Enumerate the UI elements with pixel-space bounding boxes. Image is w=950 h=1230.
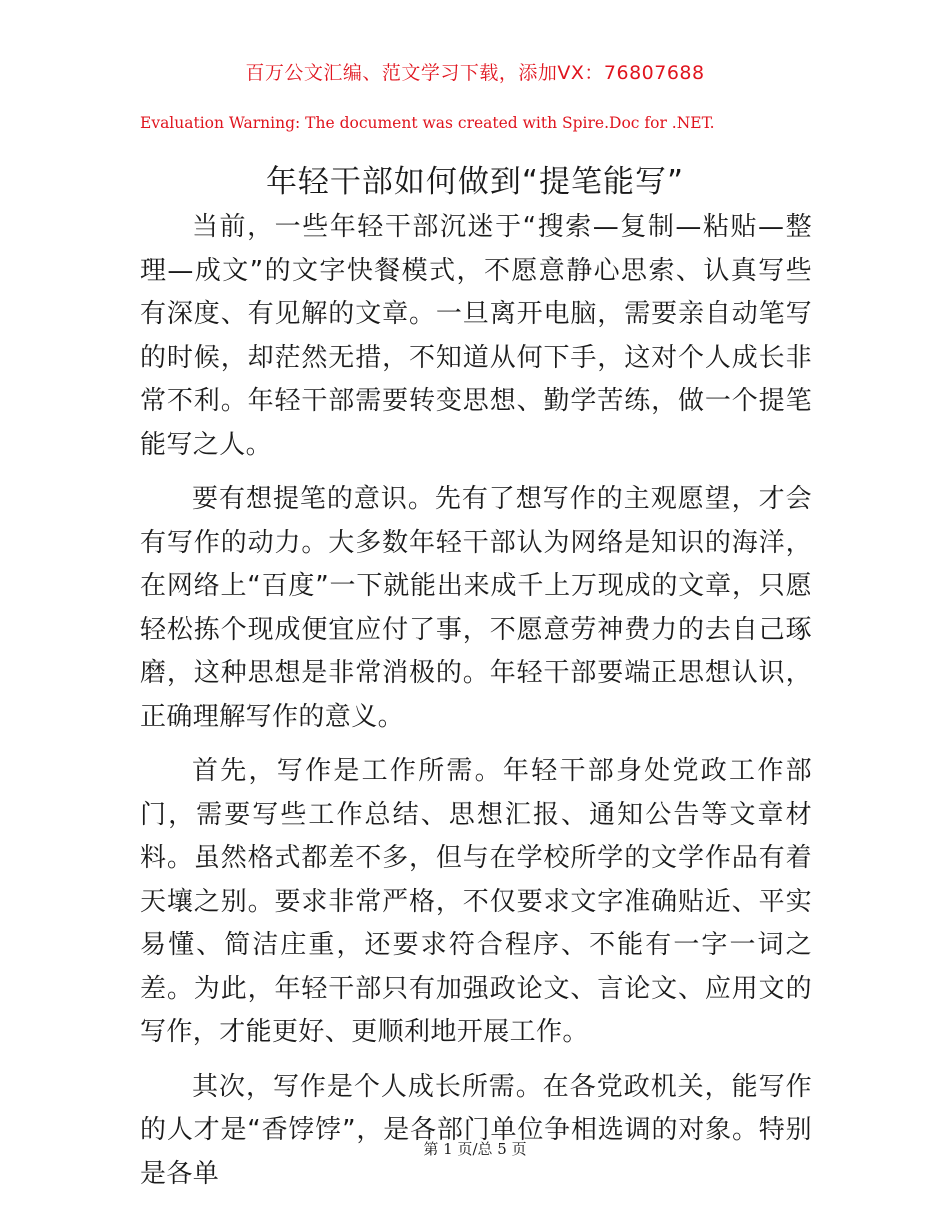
body-paragraph: 首先，写作是工作所需。年轻干部身处党政工作部门，需要写些工作总结、思想汇报、通知公告等文章材料。虽然格式都差不多，但与在学校所学的文学作品有着天壤之别。要求非常严格，不仅要求文字准确贴近、平实易懂、简洁庄重，还要求符合程序、不能有一字一词之差。为此，年轻干部只有加强政论文、言论文、应用文的写作，才能更好、更顺利地开展工作。 [140,756,812,1047]
document-body [140,206,812,1207]
header-promo-note: 百万公文汇编、范文学习下载，添加VX：76807688 [245,62,705,84]
body-paragraph: 当前，一些年轻干部沉迷于“搜索—复制—粘贴—整理—成文”的文字快餐模式，不愿意静心思索、认真写些有深度、有见解的文章。一旦离开电脑，需要亲自动笔写的时候，却茫然无措，不知道从何下手，这对个人成长非常不利。年轻干部需要转变思想、勤学苦练，做一个提笔能写之人。 [140,212,812,460]
body-paragraph: 要有想提笔的意识。先有了想写作的主观愿望，才会有写作的动力。大多数年轻干部认为网络是知识的海洋，在网络上“百度”一下就能出来成千上万现成的文章，只愿轻松拣个现成便宜应付了事，不愿意劳神费力的去自己琢磨，这种思想是非常消极的。年轻干部要端正思想认识，正确理解写作的意义。 [140,484,812,732]
body-paragraph: 其次，写作是个人成长所需。在各党政机关，能写作的人才是“香饽饽”，是各部门单位争相选调的对象。特别是各单 [140,1071,812,1189]
document-title: 年轻干部如何做到“提笔能写” [265,164,685,200]
evaluation-warning: Evaluation Warning: The document was created with Spire.Doc for .NET. [140,114,715,132]
page-number-footer: 第 1 页/总 5 页 [423,1140,527,1158]
